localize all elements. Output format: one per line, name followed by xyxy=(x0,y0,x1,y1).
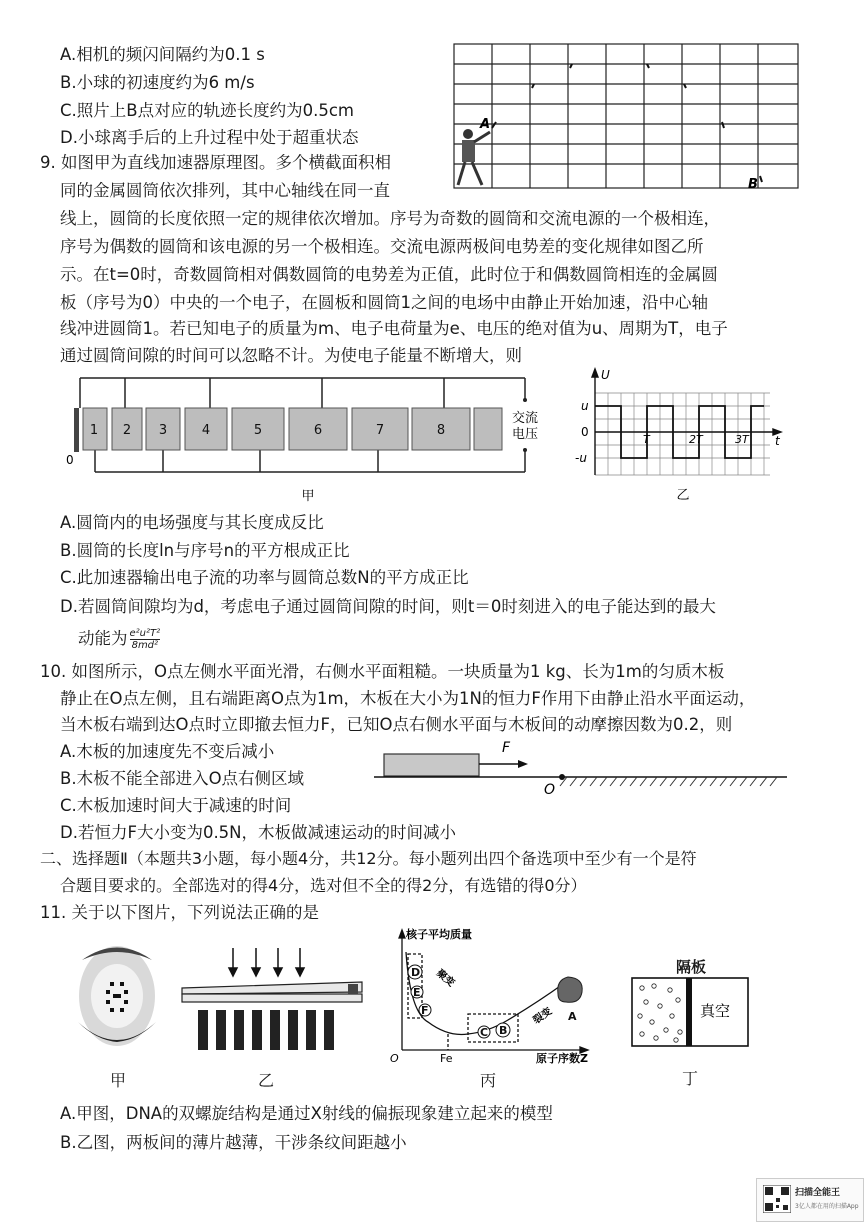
yi-xtick-3t: 3T xyxy=(735,433,749,446)
board-on-surface-figure xyxy=(372,736,792,798)
q9-option-d: D.若圆筒间隙均为d，考虑电子通过圆筒间隙的时间，则t＝0时刻进入的电子能达到的最大 xyxy=(60,597,716,616)
q9-stem-line-5: 示。在t=0时，奇数圆筒相对偶数圆筒的电势差为正值，此时位于和偶数圆筒相连的金属圆 xyxy=(60,265,718,284)
point-o-marker xyxy=(559,774,565,780)
q9-stem-line-3: 线上，圆筒的长度依照一定的规律依次增加。序号为奇数的圆筒和交流电源的一个极相连， xyxy=(60,209,720,228)
tube-label-6: 6 xyxy=(313,423,323,438)
partition-label: 隔板 xyxy=(676,958,707,976)
ac-source-label-1: 交流 xyxy=(512,411,539,426)
fe-label: Fe xyxy=(440,1052,453,1065)
q11-option-b: B.乙图，两板间的薄片越薄，干涉条纹间距越小 xyxy=(60,1133,407,1152)
q11-fig-jia-caption: 甲 xyxy=(110,1071,127,1090)
section-2-instructions-line-1: 二、选择题Ⅱ（本题共3小题，每小题4分，共12分。每小题列出四个备选项中至少有一个是符 xyxy=(40,849,697,868)
q10-stem-line-1: 10. 如图所示，O点左侧水平面光滑，右侧水平面粗糙。一块质量为1 kg、长为1m的匀质木板 xyxy=(40,662,725,681)
fraction-denominator: 8md² xyxy=(131,640,159,651)
tube-label-4: 4 xyxy=(201,423,211,438)
q9-option-a: A.圆筒内的电场强度与其长度成反比 xyxy=(60,513,324,532)
yi-ytick-u: u xyxy=(581,399,589,413)
partition-wall xyxy=(686,978,692,1046)
q8-strobe-grid-figure xyxy=(452,42,800,192)
point-b-label: B xyxy=(499,1024,508,1037)
tube-label-3: 3 xyxy=(158,423,168,438)
q10-stem-line-3: 当木板右端到达O点时立即撤去恒力F，已知O点右侧水平面与木板间的动摩擦因数为0.2，则 xyxy=(60,715,733,734)
fraction-numerator: e²u²T² xyxy=(129,628,161,639)
q11-stem: 11. 关于以下图片，下列说法正确的是 xyxy=(40,903,319,922)
q8-option-c: C.照片上B点对应的轨迹长度约为0.5cm xyxy=(60,101,354,120)
q9-option-c: C.此加速器输出电子流的功率与圆筒总数N的平方成正比 xyxy=(60,568,469,587)
bing-origin-label: O xyxy=(390,1052,399,1065)
fission-label: 裂变 xyxy=(531,1005,555,1027)
point-a-label: A xyxy=(568,1010,577,1023)
q11-option-a: A.甲图，DNA的双螺旋结构是通过X射线的偏振现象建立起来的模型 xyxy=(60,1104,553,1123)
yi-xtick-2t: 2T xyxy=(689,433,703,446)
q11-fig-yi-caption: 乙 xyxy=(258,1071,275,1090)
fig-jia-caption: 甲 xyxy=(301,489,315,504)
point-f-label: F xyxy=(421,1004,429,1017)
force-arrow-icon xyxy=(518,760,528,768)
yi-ytick-0: 0 xyxy=(581,425,589,439)
watermark-app-name: 扫描全能王 xyxy=(795,1188,841,1198)
voltage-waveform-graph xyxy=(575,365,790,505)
q9-stem-line-6: 板（序号为0）中央的一个电子，在圆板和圆筒1之间的电场中由静止开始加速，沿中心轴 xyxy=(60,293,708,312)
q10-option-a: A.木板的加速度先不变后减小 xyxy=(60,742,275,761)
q10-option-d: D.若恒力F大小变为0.5N，木板做减速运动的时间减小 xyxy=(60,823,457,842)
q8-point-b-label: B xyxy=(748,177,758,192)
point-c-label: C xyxy=(480,1026,489,1039)
bing-xlabel: 原子序数Z xyxy=(536,1052,588,1065)
wooden-board xyxy=(384,754,479,776)
gas-container-figure xyxy=(630,976,750,1050)
q10-option-b: B.木板不能全部进入O点右侧区域 xyxy=(60,769,305,788)
section-2-instructions-line-2: 合题目要求的。全部选对的得4分，选对但不全的得2分，有选错的得0分） xyxy=(60,876,587,895)
scanner-watermark xyxy=(756,1178,864,1222)
q11-fig-bing-caption: 丙 xyxy=(480,1071,497,1090)
plate-label-0: 0 xyxy=(66,453,74,467)
thin-film-wedge-figure xyxy=(178,944,368,1054)
qr-code-icon xyxy=(763,1185,791,1213)
q9-option-b: B.圆筒的长度ln与序号n的平方根成正比 xyxy=(60,541,350,560)
average-nucleon-mass-graph xyxy=(388,922,598,1067)
q10-option-c: C.木板加速时间大于减速的时间 xyxy=(60,796,292,815)
point-d-label: D xyxy=(411,966,421,979)
q9-stem-line-1: 9. 如图甲为直线加速器原理图。多个横截面积相 xyxy=(40,153,391,172)
tube-label-1: 1 xyxy=(89,423,99,438)
point-o-label: O xyxy=(544,782,556,798)
kinetic-energy-fraction xyxy=(130,628,161,651)
q8-option-d: D.小球离手后的上升过程中处于超重状态 xyxy=(60,128,359,147)
ac-source-label-2: 电压 xyxy=(512,427,539,442)
yi-xlabel: t xyxy=(775,434,780,448)
q8-option-b: B.小球的初速度约为6 m/s xyxy=(60,73,255,92)
tube-label-7: 7 xyxy=(375,423,385,438)
fusion-label: 聚变 xyxy=(434,967,457,990)
force-label: F xyxy=(502,740,511,756)
linear-accelerator-diagram xyxy=(60,370,550,510)
fig-yi-caption: 乙 xyxy=(676,488,690,503)
q9-stem-line-7: 线冲进圆筒1。若已知电子的质量为m、电子电荷量为e、电压的绝对值为u、周期为T，电子 xyxy=(60,319,728,338)
tube-label-2: 2 xyxy=(122,423,132,438)
bing-ylabel: 核子平均质量 xyxy=(406,928,472,941)
yi-ytick-neg-u: -u xyxy=(575,451,587,465)
q9-stem-line-4: 序号为偶数的圆筒和该电源的另一个极相连。交流电源两极间电势差的变化规律如图乙所 xyxy=(60,237,704,256)
q8-option-a: A.相机的频闪间隔约为0.1 s xyxy=(60,45,265,64)
q9-option-d-prefix: 动能为 xyxy=(78,629,128,648)
q8-point-a-label: A xyxy=(480,117,491,132)
point-e-label: E xyxy=(413,986,421,999)
tube-label-8: 8 xyxy=(436,423,446,438)
watermark-tagline: 3亿人都在用的扫描App xyxy=(795,1203,859,1210)
x-ray-diffraction-photo xyxy=(72,940,162,1052)
tube-label-5: 5 xyxy=(253,423,263,438)
q11-fig-ding-caption: 丁 xyxy=(682,1069,699,1088)
person-throwing-icon xyxy=(458,129,490,185)
yi-xtick-t: T xyxy=(643,433,650,446)
q10-stem-line-2: 静止在O点左侧，且右端距离O点为1m，木板在大小为1N的恒力F作用下由静止沿水平面运动， xyxy=(60,689,756,708)
q9-option-d-continued xyxy=(78,628,160,651)
q9-stem-line-8: 通过圆筒间隙的时间可以忽略不计。为使电子能量不断增大，则 xyxy=(60,346,522,365)
q9-stem-line-2: 同的金属圆筒依次排列，其中心轴线在同一直 xyxy=(60,181,390,200)
vacuum-label: 真空 xyxy=(700,1002,731,1020)
yi-ylabel: U xyxy=(601,368,610,382)
